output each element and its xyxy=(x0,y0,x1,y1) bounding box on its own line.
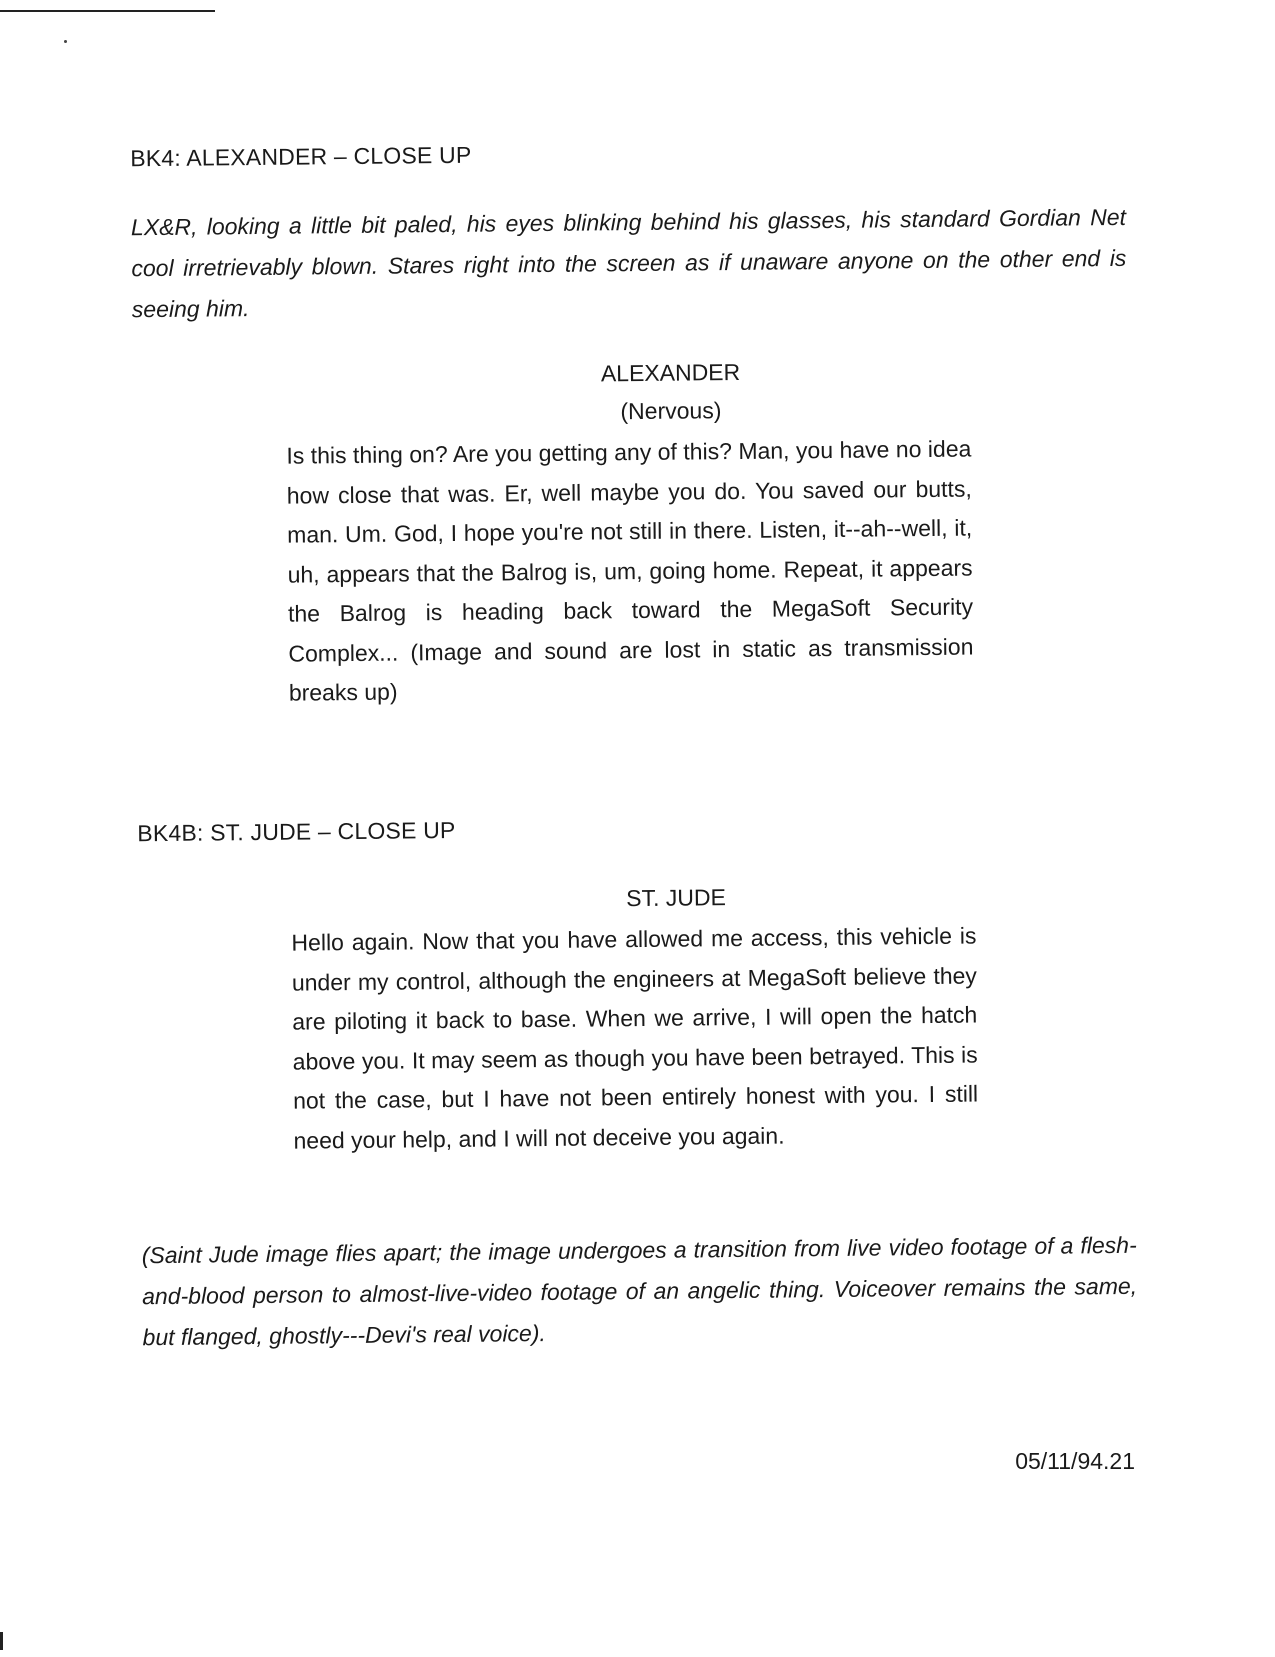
scene-heading-bk4: BK4: ALEXANDER – CLOSE UP xyxy=(130,141,472,172)
action-bk4b: (Saint Jude image flies apart; the image undergoes a transition from live video footage of a flesh-and-blood person to almost-live-video footage of an angelic thing. Voiceover remains the same, but flanged, ghostly---Devi's real voice). xyxy=(141,1231,1138,1351)
character-alexander: ALEXANDER xyxy=(600,358,741,387)
action-bk4: LX&R, looking a little bit paled, his eyes blinking behind his glasses, his standard Gordian Net cool irretrievably blown. Stares right into the screen as if unaware anyone on the other end is seeing him. xyxy=(130,203,1127,323)
scan-edge-mark xyxy=(0,1632,3,1650)
page-number: 05/11/94.21 xyxy=(1015,1448,1135,1474)
parenthetical-nervous: (Nervous) xyxy=(620,397,722,425)
character-st-jude: ST. JUDE xyxy=(626,884,727,912)
dialogue-st-jude: Hello again. Now that you have allowed me access, this vehicle is under my control, although the engineers at MegaSoft believe they are piloting it back to base. When we arrive, I will open the hatch above you. It may seem as though you have been betrayed. This is not the case, but I have not been entirely honest with you. I still need your help, and I will not deceive you again. xyxy=(291,922,979,1154)
scene-heading-bk4b: BK4B: ST. JUDE – CLOSE UP xyxy=(137,816,456,847)
dialogue-alexander: Is this thing on? Are you getting any of this? Man, you have no idea how close that was. Er, well maybe you do. You saved our butts, man. Um. God, I hope you're not still in there. Listen, it--ah--well, it, uh, appears that the Balrog is, um, going home. Repeat, it appears the Balrog is heading back toward the MegaSoft Security Complex... (Image and sound are lost in static as transmission breaks up) xyxy=(286,435,974,706)
